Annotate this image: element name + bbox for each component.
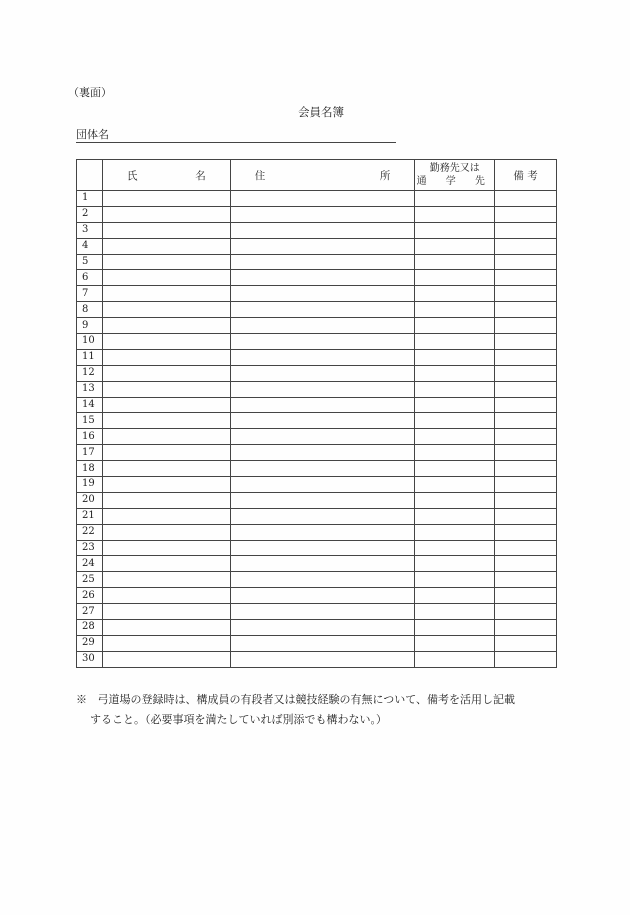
row-number: 30 <box>77 651 103 667</box>
address-cell[interactable] <box>230 429 415 445</box>
row-number: 20 <box>77 492 103 508</box>
table-row <box>77 334 557 350</box>
table-row <box>77 206 557 222</box>
row-number: 22 <box>77 524 103 540</box>
address-cell[interactable] <box>230 365 415 381</box>
work-school-cell[interactable] <box>415 349 495 365</box>
remarks-cell[interactable] <box>495 429 557 445</box>
row-number: 13 <box>77 381 103 397</box>
work-school-cell[interactable] <box>415 588 495 604</box>
table-row <box>77 572 557 588</box>
name-cell[interactable] <box>102 191 230 207</box>
table-row <box>77 429 557 445</box>
header-work-school <box>415 160 495 191</box>
work-school-cell[interactable] <box>415 318 495 334</box>
work-school-cell[interactable] <box>415 365 495 381</box>
work-school-cell[interactable] <box>415 334 495 350</box>
table-row <box>77 413 557 429</box>
header-name-2: 名 <box>195 169 206 182</box>
name-cell[interactable] <box>102 334 230 350</box>
row-number: 21 <box>77 508 103 524</box>
name-cell[interactable] <box>102 318 230 334</box>
remarks-cell[interactable] <box>495 270 557 286</box>
table-row <box>77 635 557 651</box>
name-cell[interactable] <box>102 540 230 556</box>
table-row <box>77 508 557 524</box>
work-school-cell[interactable] <box>415 222 495 238</box>
address-cell[interactable] <box>230 477 415 493</box>
address-cell[interactable] <box>230 588 415 604</box>
table-row <box>77 365 557 381</box>
remarks-cell[interactable] <box>495 588 557 604</box>
table-row <box>77 397 557 413</box>
table-row <box>77 445 557 461</box>
name-cell[interactable] <box>102 556 230 572</box>
address-cell[interactable] <box>230 572 415 588</box>
address-cell[interactable] <box>230 334 415 350</box>
row-number: 2 <box>77 206 103 222</box>
address-cell[interactable] <box>230 540 415 556</box>
remarks-cell[interactable] <box>495 349 557 365</box>
table-row <box>77 381 557 397</box>
table-row <box>77 556 557 572</box>
name-cell[interactable] <box>102 206 230 222</box>
remarks-cell[interactable] <box>495 477 557 493</box>
row-number: 12 <box>77 365 103 381</box>
row-number: 25 <box>77 572 103 588</box>
address-cell[interactable] <box>230 286 415 302</box>
address-cell[interactable] <box>230 492 415 508</box>
name-cell[interactable] <box>102 365 230 381</box>
name-cell[interactable] <box>102 302 230 318</box>
name-cell[interactable] <box>102 492 230 508</box>
name-cell[interactable] <box>102 651 230 667</box>
table-row <box>77 254 557 270</box>
remarks-cell[interactable] <box>495 635 557 651</box>
row-number: 27 <box>77 604 103 620</box>
work-school-cell[interactable] <box>415 524 495 540</box>
address-cell[interactable] <box>230 461 415 477</box>
work-school-cell[interactable] <box>415 572 495 588</box>
remarks-cell[interactable] <box>495 413 557 429</box>
header-address-1: 住 <box>254 169 266 182</box>
table-row <box>77 302 557 318</box>
name-cell[interactable] <box>102 572 230 588</box>
name-cell[interactable] <box>102 461 230 477</box>
header-name-1: 氏 <box>126 169 138 182</box>
address-cell[interactable] <box>230 381 415 397</box>
remarks-cell[interactable] <box>495 381 557 397</box>
work-school-cell[interactable] <box>415 286 495 302</box>
row-number: 28 <box>77 620 103 636</box>
work-school-cell[interactable] <box>415 540 495 556</box>
address-cell[interactable] <box>230 508 415 524</box>
row-number: 3 <box>77 222 103 238</box>
table-row <box>77 604 557 620</box>
table-row <box>77 588 557 604</box>
address-cell[interactable] <box>230 604 415 620</box>
remarks-cell[interactable] <box>495 461 557 477</box>
address-cell[interactable] <box>230 556 415 572</box>
table-row <box>77 477 557 493</box>
header-address <box>230 160 415 191</box>
remarks-cell[interactable] <box>495 620 557 636</box>
name-cell[interactable] <box>102 254 230 270</box>
work-school-cell[interactable] <box>415 254 495 270</box>
name-cell[interactable] <box>102 620 230 636</box>
address-cell[interactable] <box>230 445 415 461</box>
table-row <box>77 318 557 334</box>
organization-label: 団体名 <box>76 128 109 141</box>
header-number <box>77 160 103 191</box>
row-number: 15 <box>77 413 103 429</box>
row-number: 19 <box>77 477 103 493</box>
table-row <box>77 191 557 207</box>
name-cell[interactable] <box>102 238 230 254</box>
work-school-cell[interactable] <box>415 429 495 445</box>
header-work-line1: 勤務先又は <box>429 163 480 174</box>
name-cell[interactable] <box>102 349 230 365</box>
work-school-cell[interactable] <box>415 302 495 318</box>
remarks-cell[interactable] <box>495 222 557 238</box>
table-row <box>77 270 557 286</box>
document-title: 会員名簿 <box>298 105 344 119</box>
address-cell[interactable] <box>230 318 415 334</box>
table-row <box>77 651 557 667</box>
work-school-cell[interactable] <box>415 620 495 636</box>
table-row <box>77 492 557 508</box>
name-cell[interactable] <box>102 270 230 286</box>
organization-name-field[interactable] <box>76 128 396 143</box>
member-roster-table <box>76 159 557 668</box>
address-cell[interactable] <box>230 302 415 318</box>
row-number: 10 <box>77 334 103 350</box>
table-row <box>77 461 557 477</box>
remarks-cell[interactable] <box>495 397 557 413</box>
address-cell[interactable] <box>230 254 415 270</box>
address-cell[interactable] <box>230 651 415 667</box>
address-cell[interactable] <box>230 222 415 238</box>
table-row <box>77 349 557 365</box>
note-line2: すること。（必要事項を満たしていれば別添でも構わない。） <box>90 713 387 726</box>
row-number: 7 <box>77 286 103 302</box>
remarks-cell[interactable] <box>495 572 557 588</box>
table-row <box>77 524 557 540</box>
remarks-cell[interactable] <box>495 524 557 540</box>
row-number: 11 <box>77 349 103 365</box>
row-number: 29 <box>77 635 103 651</box>
row-number: 17 <box>77 445 103 461</box>
address-cell[interactable] <box>230 270 415 286</box>
work-school-cell[interactable] <box>415 238 495 254</box>
row-number: 6 <box>77 270 103 286</box>
row-number: 9 <box>77 318 103 334</box>
work-school-cell[interactable] <box>415 651 495 667</box>
note-mark: ※ <box>76 693 87 706</box>
name-cell[interactable] <box>102 445 230 461</box>
remarks-cell[interactable] <box>495 604 557 620</box>
address-cell[interactable] <box>230 413 415 429</box>
work-school-cell[interactable] <box>415 461 495 477</box>
note-line1: 弓道場の登録時は、構成員の有段者又は競技経験の有無について、備考を活用し記載 <box>97 693 516 706</box>
table-row <box>77 238 557 254</box>
name-cell[interactable] <box>102 413 230 429</box>
remarks-cell[interactable] <box>495 365 557 381</box>
row-number: 5 <box>77 254 103 270</box>
remarks-cell[interactable] <box>495 492 557 508</box>
footnote <box>76 690 566 730</box>
work-school-cell[interactable] <box>415 381 495 397</box>
row-number: 24 <box>77 556 103 572</box>
row-number: 26 <box>77 588 103 604</box>
work-school-cell[interactable] <box>415 413 495 429</box>
name-cell[interactable] <box>102 588 230 604</box>
work-school-cell[interactable] <box>415 604 495 620</box>
header-name <box>102 160 230 191</box>
remarks-cell[interactable] <box>495 254 557 270</box>
address-cell[interactable] <box>230 524 415 540</box>
address-cell[interactable] <box>230 620 415 636</box>
remarks-cell[interactable] <box>495 206 557 222</box>
remarks-cell[interactable] <box>495 334 557 350</box>
work-school-cell[interactable] <box>415 191 495 207</box>
address-cell[interactable] <box>230 191 415 207</box>
table-row <box>77 620 557 636</box>
name-cell[interactable] <box>102 381 230 397</box>
work-school-cell[interactable] <box>415 492 495 508</box>
work-school-cell[interactable] <box>415 635 495 651</box>
name-cell[interactable] <box>102 397 230 413</box>
remarks-cell[interactable] <box>495 318 557 334</box>
remarks-cell[interactable] <box>495 191 557 207</box>
work-school-cell[interactable] <box>415 270 495 286</box>
remarks-cell[interactable] <box>495 556 557 572</box>
work-school-cell[interactable] <box>415 477 495 493</box>
name-cell[interactable] <box>102 429 230 445</box>
row-number: 18 <box>77 461 103 477</box>
name-cell[interactable] <box>102 604 230 620</box>
remarks-cell[interactable] <box>495 445 557 461</box>
remarks-cell[interactable] <box>495 302 557 318</box>
remarks-cell[interactable] <box>495 540 557 556</box>
header-row <box>77 160 557 191</box>
work-school-cell[interactable] <box>415 445 495 461</box>
remarks-cell[interactable] <box>495 238 557 254</box>
header-remarks: 備 考 <box>495 160 557 191</box>
page-side-label: （裏面） <box>68 86 112 99</box>
work-school-cell[interactable] <box>415 206 495 222</box>
table-row <box>77 222 557 238</box>
name-cell[interactable] <box>102 524 230 540</box>
work-school-cell[interactable] <box>415 556 495 572</box>
row-number: 16 <box>77 429 103 445</box>
remarks-cell[interactable] <box>495 286 557 302</box>
header-address-2: 所 <box>379 169 391 182</box>
address-cell[interactable] <box>230 635 415 651</box>
work-school-cell[interactable] <box>415 508 495 524</box>
header-work-line2: 通 学 先 <box>416 176 493 187</box>
remarks-cell[interactable] <box>495 651 557 667</box>
address-cell[interactable] <box>230 349 415 365</box>
remarks-cell[interactable] <box>495 508 557 524</box>
address-cell[interactable] <box>230 206 415 222</box>
name-cell[interactable] <box>102 508 230 524</box>
name-cell[interactable] <box>102 286 230 302</box>
table-row <box>77 286 557 302</box>
address-cell[interactable] <box>230 238 415 254</box>
name-cell[interactable] <box>102 635 230 651</box>
address-cell[interactable] <box>230 397 415 413</box>
row-number: 4 <box>77 238 103 254</box>
name-cell[interactable] <box>102 222 230 238</box>
table-row <box>77 540 557 556</box>
row-number: 14 <box>77 397 103 413</box>
row-number: 8 <box>77 302 103 318</box>
name-cell[interactable] <box>102 477 230 493</box>
row-number: 23 <box>77 540 103 556</box>
row-number: 1 <box>77 191 103 207</box>
work-school-cell[interactable] <box>415 397 495 413</box>
